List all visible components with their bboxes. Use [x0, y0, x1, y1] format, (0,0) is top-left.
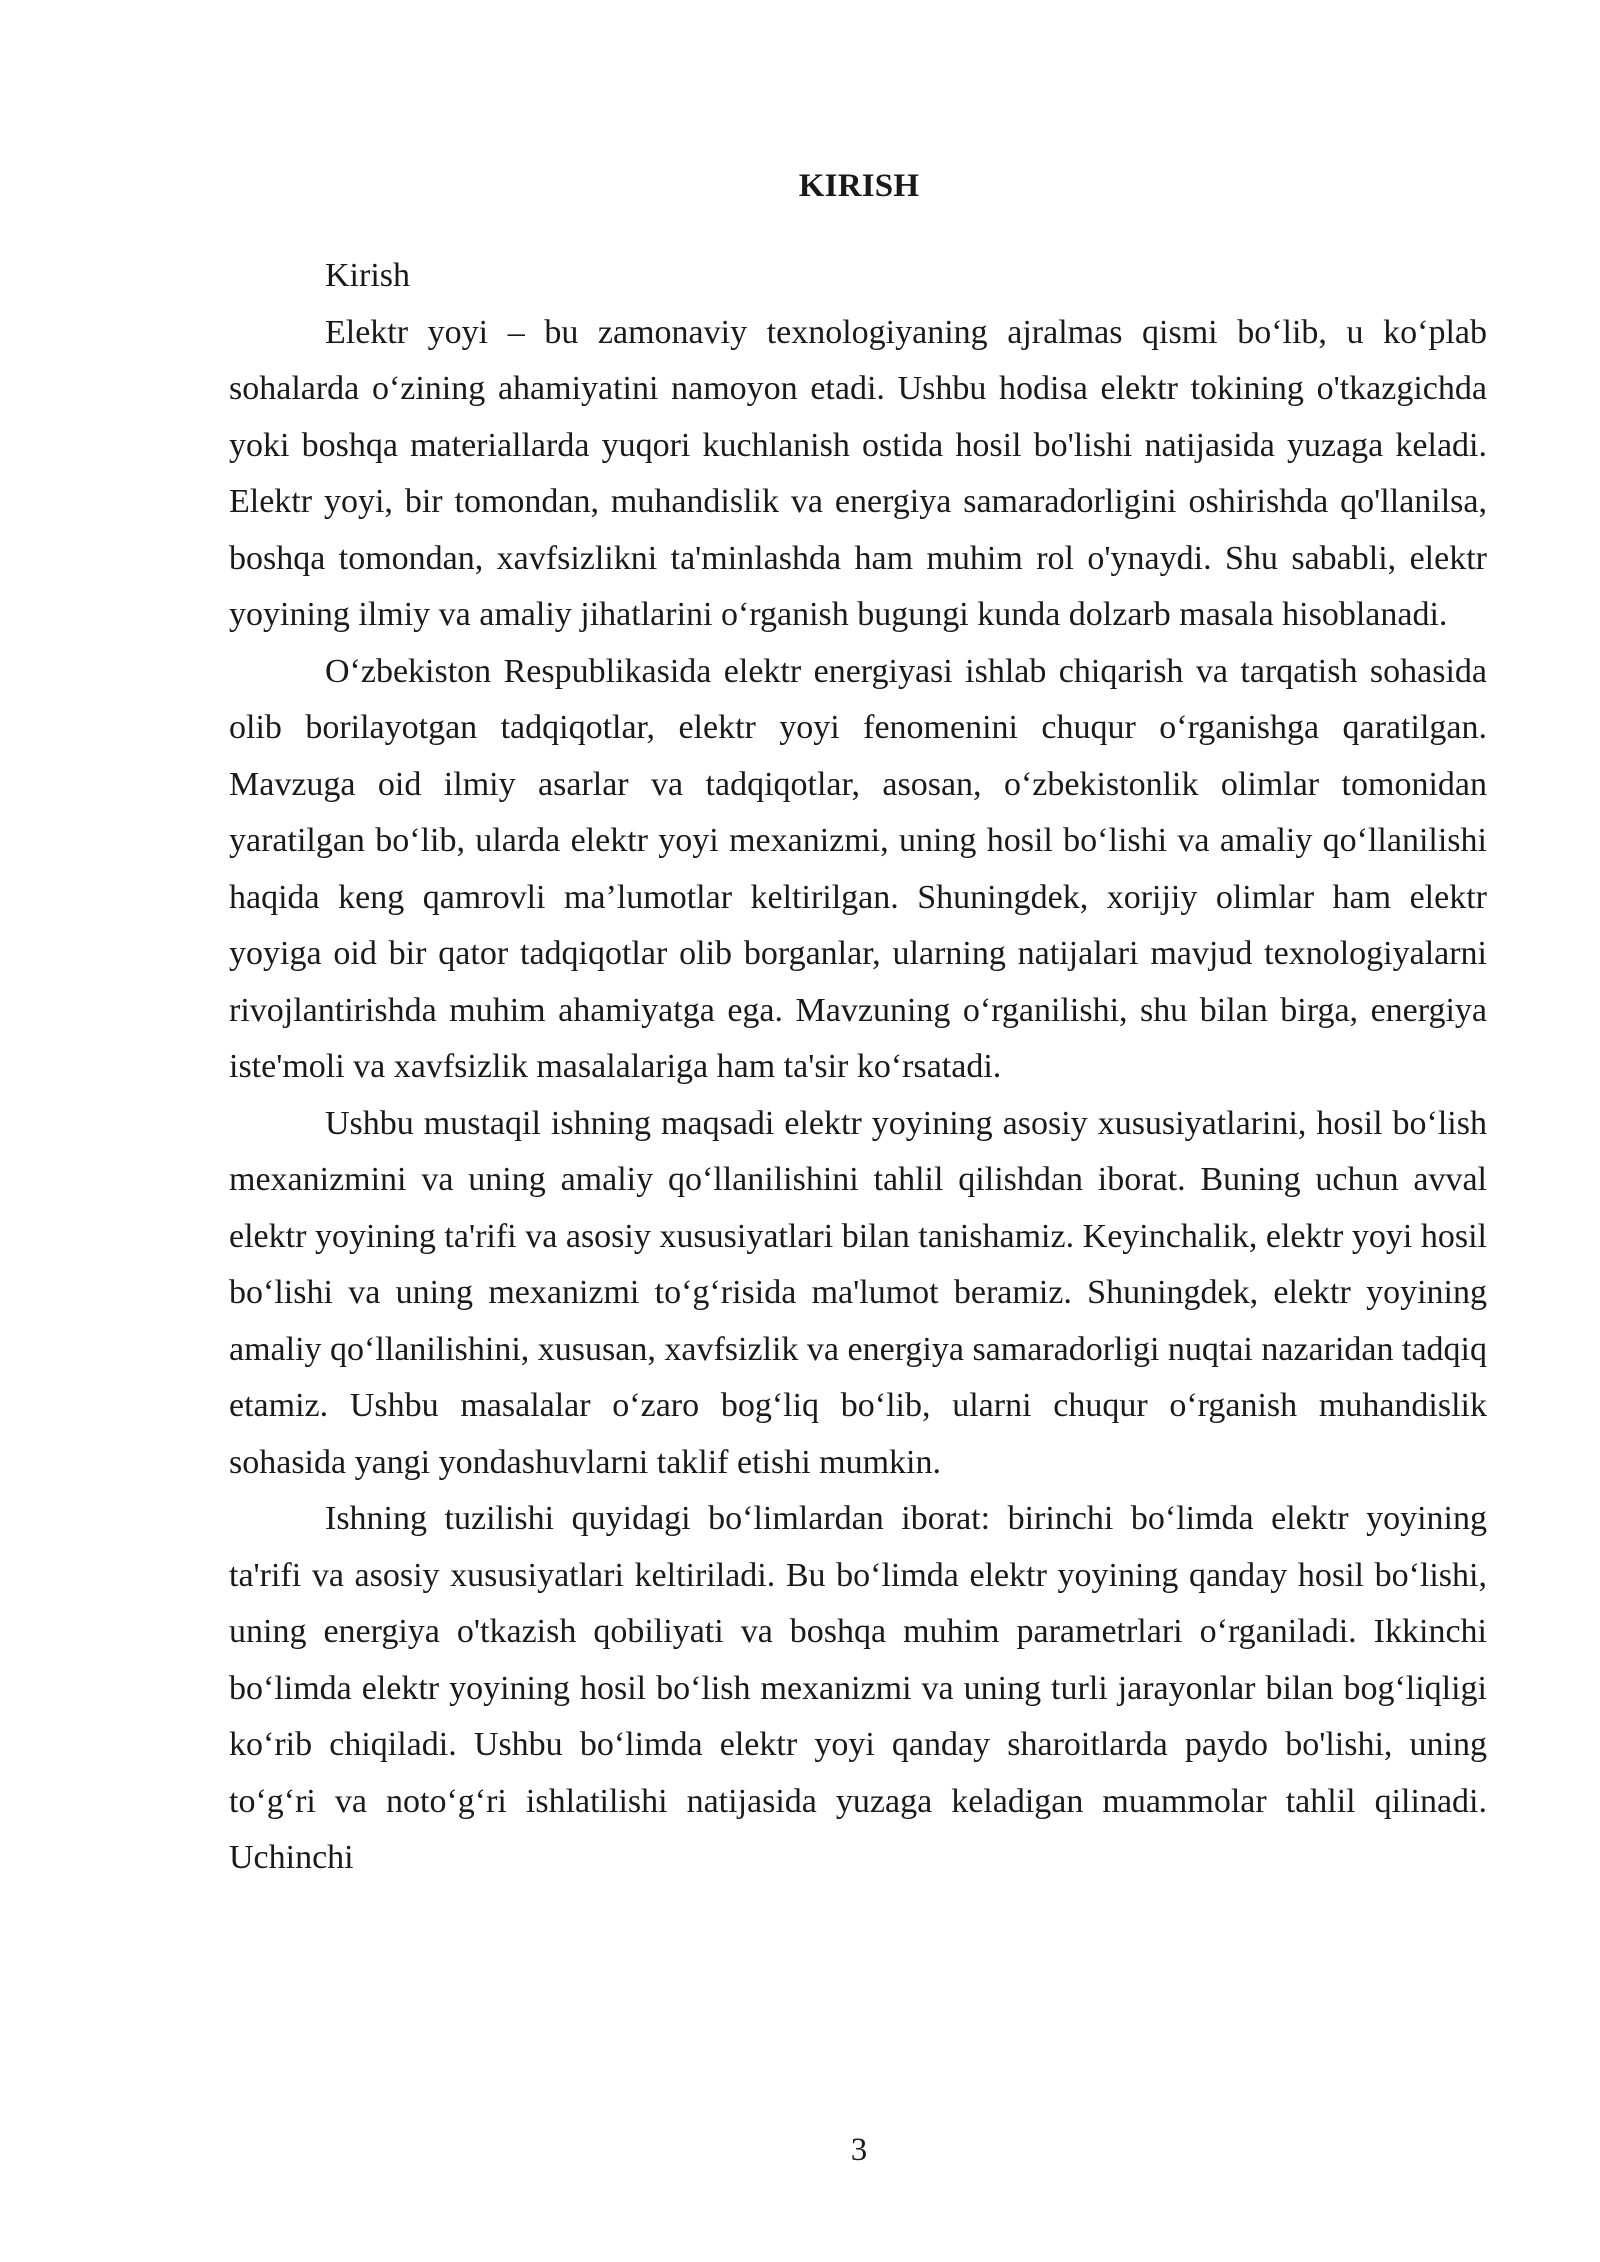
paragraph: O‘zbekiston Respublikasida elektr energiyasi ishlab chiqarish va tarqatish sohasida olib borilayotgan tadqiqotlar, elektr yoyi fenomenini chuqur o‘rganishga qaratilgan. Mavzuga oid ilmiy asarlar va tadqiqotlar, asosan, o‘zbekistonlik olimlar tomonidan yaratilgan bo‘lib, ularda elektr yoyi mexanizmi, uning hosil bo‘lishi va amaliy qo‘llanilishi haqida keng qamrovli ma’lumotlar keltirilgan. Shuningdek, xorijiy olimlar ham elektr yoyiga oid bir qator tadqiqotlar olib borganlar, ularning natijalari mavjud texnologiyalarni rivojlantirishda muhim ahamiyatga ega. Mavzuning o‘rganilishi, shu bilan birga, energiya iste'moli va xavfsizlik masalalariga ham ta'sir ko‘rsatadi. — [229, 652, 1487, 1085]
paragraph: Ushbu mustaqil ishning maqsadi elektr yoyining asosiy xususiyatlarini, hosil bo‘lish mexanizmini va uning amaliy qo‘llanilishini tahlil qilishdan iborat. Buning uchun avval elektr yoyining ta'rifi va asosiy xususiyatlari bilan tanishamiz. Keyinchalik, elektr yoyi hosil bo‘lishi va uning mexanizmi to‘g‘risida ma'lumot beramiz. Shuningdek, elektr yoyining amaliy qo‘llanilishini, xususan, xavfsizlik va energiya samaradorligi nuqtai nazaridan tadqiq etamiz. Ushbu masalalar o‘zaro bog‘liq bo‘lib, ularni chuqur o‘rganish muhandislik sohasida yangi yondashuvlarni taklif etishi mumkin. — [229, 1104, 1487, 1481]
paragraph: Elektr yoyi – bu zamonaviy texnologiyaning ajralmas qismi bo‘lib, u ko‘plab sohalarda o‘zining ahamiyatini namoyon etadi. Ushbu hodisa elektr tokining o'tkazgichda yoki boshqa materiallarda yuqori kuchlanish ostida hosil bo'lishi natijasida yuzaga keladi. Elektr yoyi, bir tomondan, muhandislik va energiya samaradorligini oshirishda qo'llanilsa, boshqa tomondan, xavfsizlikni ta'minlashda ham muhim rol o'ynaydi. Shu sababli, elektr yoyining ilmiy va amaliy jihatlarini o‘rganish bugungi kunda dolzarb masala hisoblanadi. — [229, 313, 1487, 633]
paragraph-subheading: Kirish — [325, 257, 410, 294]
page-number: 3 — [850, 2132, 868, 2168]
paragraph: Ishning tuzilishi quyidagi bo‘limlardan iborat: birinchi bo‘limda elektr yoyining ta'rifi va asosiy xususiyatlari keltiriladi. Bu bo‘limda elektr yoyining qanday hosil bo‘lishi, uning energiya o'tkazish qobiliyati va boshqa muhim parametrlari o‘rganiladi. Ikkinchi bo‘limda elektr yoyining hosil bo‘lish mexanizmi va uning turli jarayonlar bilan bog‘liqligi ko‘rib chiqiladi. Ushbu bo‘limda elektr yoyi qanday sharoitlarda paydo bo'lishi, uning to‘g‘ri va noto‘g‘ri ishlatilishi natijasida yuzaga keladigan muammolar tahlil qilinadi. Uchinchi — [229, 1500, 1487, 1876]
page-title: KIRISH — [798, 168, 920, 204]
body-text — [229, 248, 1487, 1887]
